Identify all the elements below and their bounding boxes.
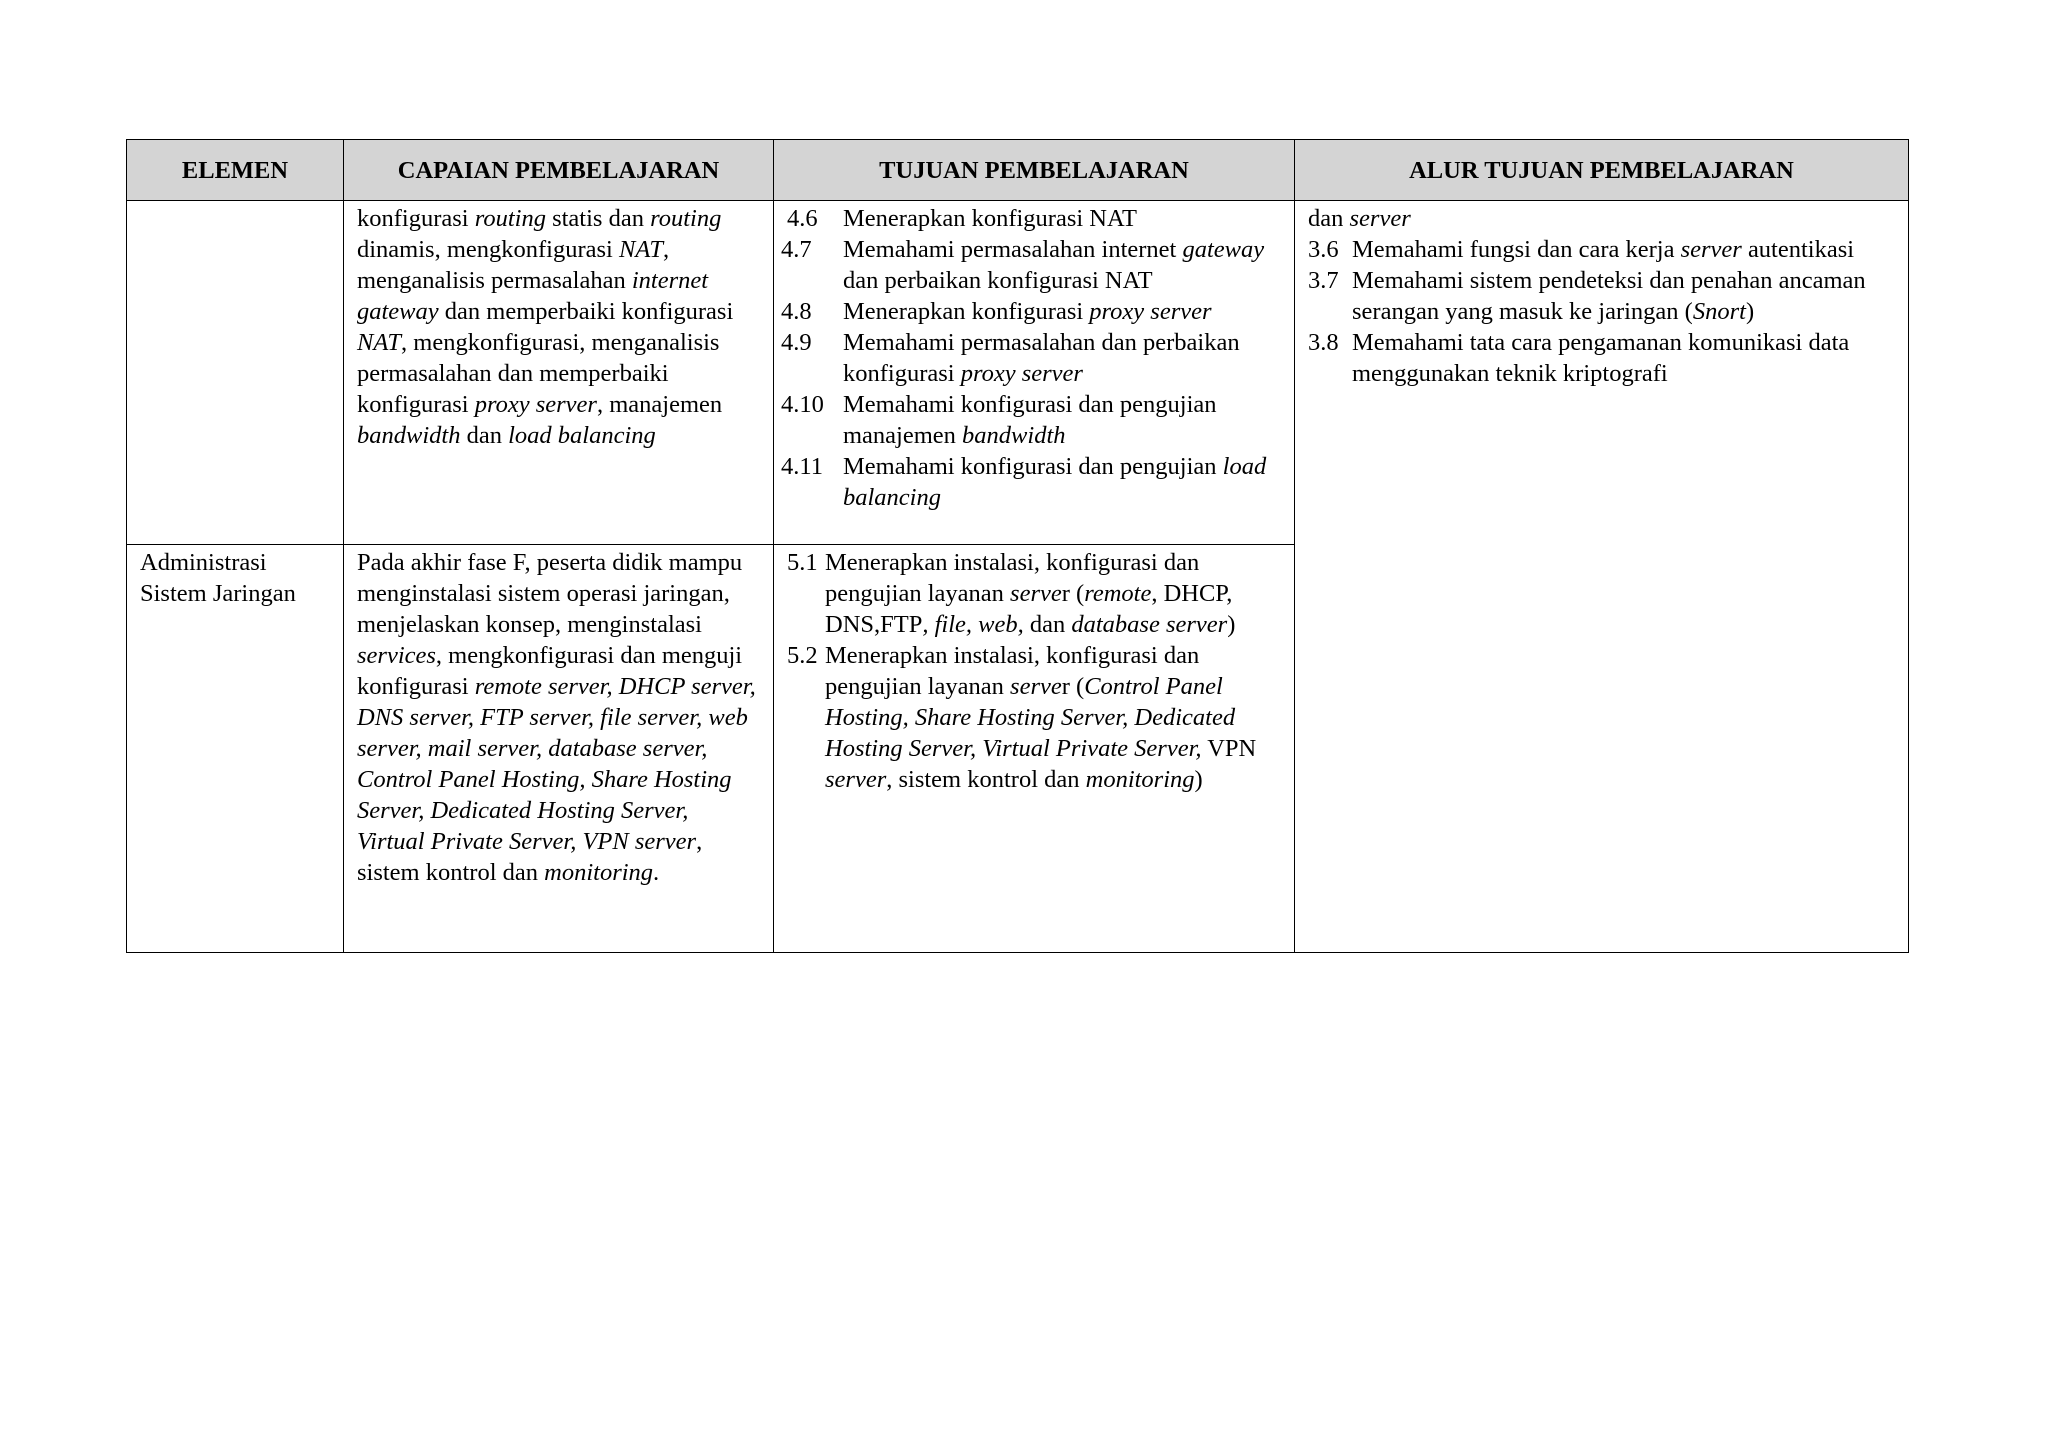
text-run-italic: services [357,642,436,669]
text-run-text: ) [1745,298,1755,325]
text-run-text: Memahami permasalahan dan perbaikan konfigurasi [843,329,1240,387]
text-run-text: Memahami sistem pendeteksi dan penahan ancaman serangan yang masuk ke jaringan ( [1352,267,1866,325]
text-run-italic: NAT [618,236,664,263]
header-capaian-pembelajaran: CAPAIAN PEMBELAJARAN [344,140,774,201]
tujuan-list-row1 [781,203,1286,513]
text-run-text: ) [1194,766,1203,793]
capaian-cell-row1 [344,201,774,545]
text-run-text: Menerapkan instalasi, konfigurasi dan pengujian layanan [825,642,1200,700]
text-run-italic: proxy server [1089,298,1212,325]
text-run-text: Menerapkan instalasi, konfigurasi dan pengujian layanan [825,549,1200,607]
text-run-text: VPN [1201,735,1257,762]
learning-outcomes-table [126,139,1909,953]
text-run-text: konfigurasi [357,205,475,232]
text-run-italic: bandwidth [962,422,1066,449]
text-run-italic: remote server, DHCP server, DNS server, FTP server, file server, web server, mail server, database server, Control Panel Hosting, Share Hosting Server, Dedicated Hosting Server, Virtual Private Server, VPN server [357,673,756,855]
text-run-text: , sistem kontrol dan [886,766,1086,793]
text-run-italic: Snort [1692,298,1746,325]
text-run-text: dan perbaikan konfigurasi NAT [843,267,1153,294]
text-run-italic: internet gateway [357,267,709,325]
alur-continuation [1308,203,1896,234]
item-text [843,296,1286,327]
text-run-text: , mengkonfigurasi, menganalisis permasalahan dan memperbaiki konfigurasi [357,329,720,418]
text-run-text: statis dan [545,205,651,232]
text-run-text: dan [460,422,509,449]
text-run-text: dan [1308,205,1350,232]
text-run-text: dinamis, mengkonfigurasi [357,236,619,263]
list-item [1308,327,1896,389]
list-item [781,389,1286,451]
item-text [843,451,1286,513]
item-text [843,234,1286,296]
header-elemen: ELEMEN [127,140,344,201]
list-item [781,451,1286,513]
item-number: 4.7 [781,236,812,263]
text-run-text: , DHCP, DNS,FTP [825,580,1233,638]
text-run-text: Memahami fungsi dan cara kerja [1352,236,1681,263]
text-run-text: Memahami konfigurasi dan pengujian [843,453,1223,480]
text-run-text: , manajemen [596,391,723,418]
list-item [781,296,1286,327]
item-text [825,640,1286,795]
item-number: 5.2 [787,642,818,669]
text-run-italic: serve [1010,673,1062,700]
item-text [843,203,1286,234]
item-number: 4.11 [781,453,823,480]
item-number: 3.7 [1308,267,1339,294]
alur-list [1308,234,1896,389]
list-item [781,327,1286,389]
capaian-cell-row2 [344,545,774,953]
alur-cell [1295,201,1909,953]
text-run-text: Memahami konfigurasi dan pengujian manajemen [843,391,1217,449]
text-run-italic: gateway [1182,236,1265,263]
list-item [1308,234,1896,265]
text-run-italic: routing [474,205,546,232]
text-run-text: Menerapkan konfigurasi NAT [843,205,1137,232]
item-number: 3.6 [1308,236,1339,263]
text-run-text: ) [1227,611,1236,638]
item-text [1352,234,1896,265]
header-tujuan-pembelajaran: TUJUAN PEMBELAJARAN [774,140,1295,201]
item-text [1352,265,1896,327]
text-run-text: autentikasi [1741,236,1855,263]
list-item [1308,265,1896,327]
tujuan-list-row2 [781,547,1286,795]
text-run-italic: server [1680,236,1742,263]
text-run-text: dan [1023,611,1072,638]
text-run-text: . [653,859,660,886]
text-run-italic: server [1349,205,1411,232]
list-item [781,640,1286,795]
text-run-italic: database server [1071,611,1228,638]
text-run-text: , mengkonfigurasi dan menguji konfigurasi [357,642,743,700]
text-run-italic: NAT [357,329,402,356]
text-run-text: Menerapkan konfigurasi [843,298,1090,325]
text-run-italic: server [825,766,887,793]
text-run-text: Memahami tata cara pengamanan komunikasi data menggunakan teknik kriptografi [1352,329,1850,387]
text-run-text: Pada akhir fase F, peserta didik mampu menginstalasi sistem operasi jaringan, menjelaskan konsep, menginstalasi [357,549,743,638]
text-run-italic: remote [1084,580,1152,607]
text-run-text: , menganalisis permasalahan [357,236,670,294]
list-item [781,203,1286,234]
elemen-cell-row2: Administrasi Sistem Jaringan [127,545,344,953]
text-run-italic: , file, web, [922,611,1024,638]
text-run-italic: Control Panel Hosting, Share Hosting Server, Dedicated Hosting Server, Virtual Private Server, [825,673,1236,762]
tujuan-cell-row2 [774,545,1295,953]
text-run-italic: serve [1010,580,1062,607]
table-header-row [127,140,1909,201]
list-item [781,234,1286,296]
item-text [825,547,1286,640]
table-row [127,201,1909,545]
tujuan-cell-row1 [774,201,1295,545]
text-run-italic: proxy server [474,391,597,418]
text-run-italic: routing [650,205,722,232]
item-text [843,327,1286,389]
item-text [1352,327,1896,389]
text-run-italic: load balancing [508,422,656,449]
text-run-text: Memahami permasalahan internet [843,236,1183,263]
item-number: 3.8 [1308,329,1339,356]
item-text [843,389,1286,451]
text-run-text: r ( [1061,580,1085,607]
item-number: 5.1 [787,549,818,576]
capaian-text-row2 [357,547,761,888]
text-run-text: , sistem kontrol dan [357,828,703,886]
item-number: 4.9 [781,329,812,356]
text-run-italic: monitoring [1085,766,1195,793]
text-run-italic: bandwidth [357,422,461,449]
text-run-italic: load balancing [843,453,1267,511]
text-run-text: dan memperbaiki konfigurasi [438,298,734,325]
text-run-italic: monitoring [544,859,654,886]
header-alur-tujuan-pembelajaran: ALUR TUJUAN PEMBELAJARAN [1295,140,1909,201]
list-item [781,547,1286,640]
item-number: 4.6 [787,205,818,232]
item-number: 4.10 [781,391,824,418]
text-run-italic: proxy server [960,360,1083,387]
item-number: 4.8 [781,298,812,325]
elemen-cell-row1 [127,201,344,545]
text-run-text: r ( [1061,673,1085,700]
capaian-text-row1 [357,203,761,451]
